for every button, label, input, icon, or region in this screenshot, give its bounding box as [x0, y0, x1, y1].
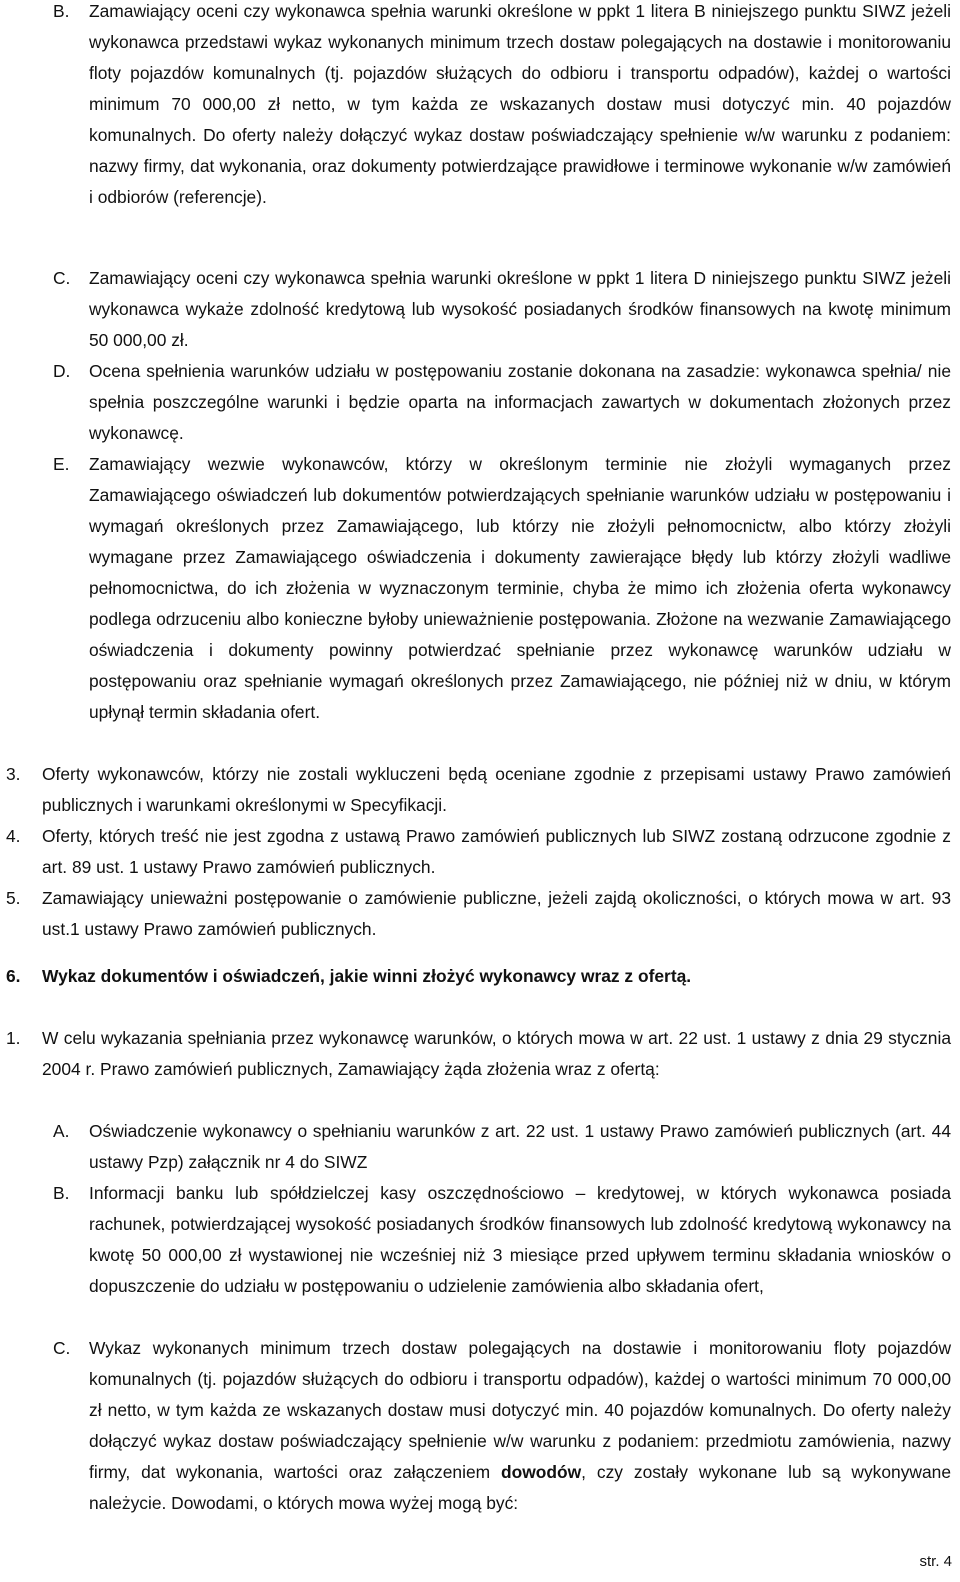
item-text: Oferty, których treść nie jest zgodna z ustawą Prawo zamówień publicznych lub SIWZ zostaną odrzucone zgodnie z art. 89 ust. 1 ustawy Prawo zamówień publicznych.	[42, 826, 951, 877]
item-label: 3.	[6, 764, 21, 784]
condition-c	[53, 263, 951, 356]
section-heading	[6, 961, 951, 992]
item-text: W celu wykazania spełniania przez wykonawcę warunków, o których mowa w art. 22 ust. 1 ustawy z dnia 29 stycznia 2004 r. Prawo zamówień publicznych, Zamawiający żąda złożenia wraz z ofertą:	[42, 1028, 951, 1079]
point-5	[6, 883, 951, 945]
item-text: Zamawiający oceni czy wykonawca spełnia warunki określone w ppkt 1 litera B niniejszego punktu SIWZ jeżeli wykonawca przedstawi wykaz wykonanych minimum trzech dostaw polegających na dostawie i monitorowaniu floty pojazdów komunalnych (tj. pojazdów służących do odbioru i transportu odpadów), każdej o wartości minimum 70 000,00 zł netto, w tym każda ze wskazanych dostaw musi dotyczyć min. 40 pojazdów komunalnych. Do oferty należy dołączyć wykaz dostaw poświadczający spełnienie w/w warunku z podaniem: nazwy firmy, dat wykonania, oraz dokumenty potwierdzające prawidłowe i terminowe wykonanie w/w zamówień i odbiorów (referencje).	[89, 1, 951, 207]
emphasis-text: dowodów	[501, 1462, 582, 1482]
item-text-after: , czy zostały wykonane lub są wykonywane należycie. Dowodami, o których mowa wyżej mogą być:	[89, 1462, 951, 1513]
item-label: C.	[53, 268, 71, 288]
item-label: B.	[53, 1, 70, 21]
requirement-1	[6, 1023, 951, 1085]
item-text: Ocena spełnienia warunków udziału w postępowaniu zostanie dokonana na zasadzie: wykonawca spełnia/ nie spełnia poszczególne warunki i będzie oparta na informacjach zawartych w dokumentach złożonych przez wykonawcę.	[89, 361, 951, 443]
requirement-c	[53, 1333, 951, 1519]
condition-e	[53, 449, 951, 728]
item-text: Zamawiający wezwie wykonawców, którzy w określonym terminie nie złożyli wymaganych przez Zamawiającego oświadczeń lub dokumentów potwierdzających spełnianie warunków udziału w postępowaniu i wymagań określonych przez Zamawiającego, lub którzy nie złożyli pełnomocnictw, albo którzy złożyli wymagane przez Zamawiającego oświadczenia i dokumenty zawierające błędy lub którzy złożyli wadliwe pełnomocnictwa, do ich złożenia w wyznaczonym terminie, chyba że mimo ich złożenia oferta wykonawcy podlega odrzuceniu albo konieczne byłoby unieważnienie postępowania. Złożone na wezwanie Zamawiającego oświadczenia i dokumenty powinny potwierdzać spełnianie przez wykonawcę warunków udziału w postępowaniu oraz spełnianie wymagań określonych przez Zamawiającego, nie później niż w dniu, w którym upłynął termin składania ofert.	[89, 454, 951, 722]
item-label: C.	[53, 1338, 71, 1358]
item-text: Zamawiający oceni czy wykonawca spełnia warunki określone w ppkt 1 litera D niniejszego punktu SIWZ jeżeli wykonawca wykaże zdolność kredytową lub wysokość posiadanych środków finansowych na kwotę minimum 50 000,00 zł.	[89, 268, 951, 350]
item-text: Zamawiający unieważni postępowanie o zamówienie publiczne, jeżeli zajdą okoliczności, o których mowa w art. 93 ust.1 ustawy Prawo zamówień publicznych.	[42, 888, 951, 939]
section-number: 6.	[6, 966, 21, 986]
item-text: Oferty wykonawców, którzy nie zostali wykluczeni będą oceniane zgodnie z przepisami ustawy Prawo zamówień publicznych i warunkami określonymi w Specyfikacji.	[42, 764, 951, 815]
requirement-a	[53, 1116, 951, 1178]
requirement-b	[53, 1178, 951, 1302]
point-4	[6, 821, 951, 883]
point-3	[6, 759, 951, 821]
page-number: str. 4	[919, 1553, 952, 1570]
item-label: 5.	[6, 888, 21, 908]
section-title: Wykaz dokumentów i oświadczeń, jakie winni złożyć wykonawcy wraz z ofertą.	[42, 966, 692, 986]
item-label: E.	[53, 454, 70, 474]
item-label: 1.	[6, 1028, 21, 1048]
item-text: Oświadczenie wykonawcy o spełnianiu warunków z art. 22 ust. 1 ustawy Prawo zamówień publicznych (art. 44 ustawy Pzp) załącznik nr 4 do SIWZ	[89, 1121, 951, 1172]
item-text: Informacji banku lub spółdzielczej kasy oszczędnościowo – kredytowej, w których wykonawca posiada rachunek, potwierdzającej wysokość posiadanych środków finansowych lub zdolność kredytową wykonawcy na kwotę 50 000,00 zł wystawionej nie wcześniej niż 3 miesiące przed upływem terminu składania wniosków o dopuszczenie do udziału w postępowaniu o udzielenie zamówienia albo składania ofert,	[89, 1183, 951, 1296]
condition-d	[53, 356, 951, 449]
item-label: 4.	[6, 826, 21, 846]
condition-b	[53, 0, 951, 213]
item-label: D.	[53, 361, 71, 381]
item-label: B.	[53, 1183, 70, 1203]
item-label: A.	[53, 1121, 70, 1141]
item-text-before: Wykaz wykonanych minimum trzech dostaw polegających na dostawie i monitorowaniu floty pojazdów komunalnych (tj. pojazdów służących do odbioru i transportu odpadów), każdej o wartości minimum 70 000,00 zł netto, w tym każda ze wskazanych dostaw musi dotyczyć min. 40 pojazdów komunalnych. Do oferty należy dołączyć wykaz dostaw poświadczający spełnienie w/w warunku z podaniem: przedmiotu zamówienia, nazwy firmy, dat wykonania, wartości oraz załączeniem	[89, 1338, 951, 1482]
